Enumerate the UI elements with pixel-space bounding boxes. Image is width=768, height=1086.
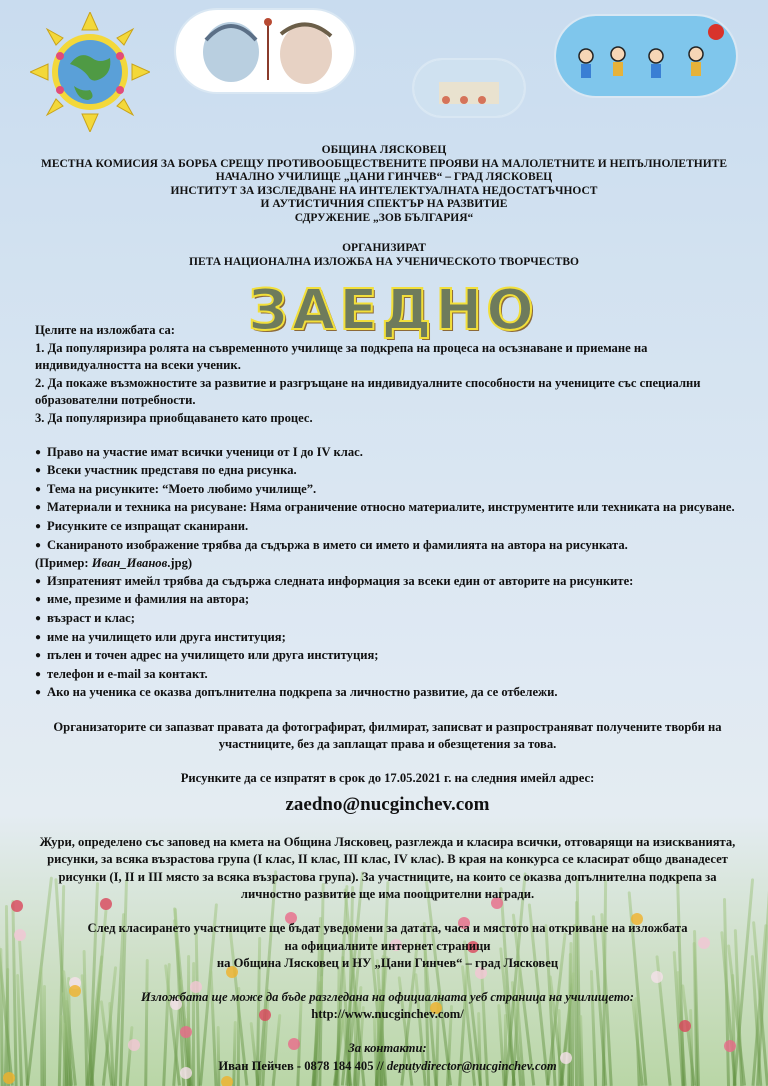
org-line: ОБЩИНА ЛЯСКОВЕЦ	[321, 144, 447, 156]
notify-line: След класирането участниците ще бъдат уведомени за датата, часа и мястото на откриване на изложбата	[87, 921, 688, 936]
rule-item: ● име на училището или друга институция;	[35, 629, 740, 648]
flower-decoration	[3, 1072, 15, 1084]
flower-decoration	[221, 1076, 233, 1086]
contact-email[interactable]: deputydirector@nucginchev.com	[386, 1058, 557, 1073]
goal-item: 1. Да популяризира ролята на съвременното училище за подкрепа на процеса на осъзнаване и приемане на индивидуалността на всеки ученик.	[35, 340, 648, 373]
website-link[interactable]: http://www.nucginchev.com/	[311, 1007, 464, 1022]
goal-item: 3. Да популяризира приобщаването като процес.	[35, 410, 313, 425]
event-title: ПЕТА НАЦИОНАЛНА ИЗЛОЖБА НА УЧЕНИЧЕСКОТО ТВОРЧЕСТВО	[189, 256, 579, 268]
example-prefix: (Пример:	[35, 556, 92, 571]
rule-item: ● телефон и e-mail за контакт.	[35, 666, 740, 685]
sun-logo	[30, 12, 150, 132]
organize-label: ОРГАНИЗИРАТ	[342, 242, 426, 254]
rule-item: ● Тема на рисунките: “Моето любимо училище”.	[35, 481, 740, 500]
rule-item: ● Рисунките се изпращат сканирани.	[35, 518, 740, 537]
rule-item: ● Материали и техника на рисуване: Няма ограничение относно материалите, инструментите или техниката на рисуване.	[35, 499, 740, 518]
zaedno-logo: ЗАЕДНО	[248, 278, 538, 343]
rule-item: ● име, презиме и фамилия на автора;	[35, 591, 740, 610]
org-line: НАЧАЛНО УЧИЛИЩЕ „ЦАНИ ГИНЧЕВ“ – ГРАД ЛЯСКОВЕЦ	[215, 171, 553, 184]
rule-item: ● Всеки участник представя по една рисунка.	[35, 462, 740, 481]
deadline-text: Рисунките да се изпратят в срок до 17.05.2021 г. на следния имейл адрес:	[180, 771, 595, 786]
rule-item: ● Право на участие имат всички ученици от I до IV клас.	[35, 444, 740, 463]
rule-item: ● Сканираното изображение трябва да съдържа в името си името и фамилията на автора на рисунката.	[35, 537, 740, 556]
cloud-drawing-school	[414, 60, 524, 116]
cloud-drawing-children	[556, 16, 736, 96]
jury-text: Жури, определено със заповед на кмета на Община Лясковец, разглежда и класира всички, отговарящи на изискванията, рисунки, за всяка възрастова група (I клас, II клас, III клас, IV клас). В края на конкурса се класират общо дванадесет рисунки (I, II и III място за всяка възрастова група). За участниците, на които се оказва допълнителна подкрепа за личностно развитие ще има поощрителни награди.	[39, 834, 736, 902]
example-suffix: .jpg)	[167, 556, 193, 571]
organizers-header	[0, 144, 768, 226]
notify-line: на официалните интернет страници	[284, 938, 491, 953]
flower-decoration	[11, 900, 23, 912]
contacts-line	[35, 1058, 740, 1076]
filename-example	[35, 555, 740, 573]
event-heading	[0, 241, 768, 269]
rule-item: ● Ако на ученика се оказва допълнителна подкрепа за личностно развитие, да се отбележи.	[35, 684, 740, 703]
org-line: СДРУЖЕНИЕ „ЗОВ БЪЛГАРИЯ“	[294, 211, 474, 224]
flower-decoration	[14, 929, 26, 941]
contacts-label	[35, 1040, 740, 1058]
announcement-body	[35, 322, 740, 1075]
org-line: МЕСТНА КОМИСИЯ ЗА БОРБА СРЕЩУ ПРОТИВООБЩЕСТВЕНИТЕ ПРОЯВИ НА МАЛОЛЕТНИТЕ И НЕПЪЛНОЛЕТНИТЕ	[40, 157, 728, 170]
notify-line: на Община Лясковец и НУ „Цани Гинчев“ – град Лясковец	[216, 956, 559, 971]
rule-item: ● пълен и точен адрес на училището или друга институция;	[35, 647, 740, 666]
cloud-drawing-faces	[176, 10, 354, 92]
contact-name-phone: Иван Пейчев - 0878 184 405 //	[218, 1058, 387, 1073]
website-text	[35, 989, 740, 1007]
contacts-label-text: За контакти:	[348, 1041, 427, 1055]
website-label: Изложбата ще може да бъде разгледана на официалната уеб страница на училището:	[141, 989, 634, 1004]
rule-item: ● Изпратеният имейл трябва да съдържа следната информация за всеки един от авторите на рисунките:	[35, 573, 740, 592]
submission-email[interactable]: zaedno@nucginchev.com	[285, 793, 490, 815]
rule-item: ● възраст и клас;	[35, 610, 740, 629]
example-name: Иван_Иванов	[91, 556, 168, 571]
goals-intro: Целите на изложбата са:	[35, 323, 175, 337]
rights-notice: Организаторите си запазват правата да фотографират, филмират, записват и разпространяват получените творби на участниците, без да заплащат права и обезщетения за това.	[53, 719, 722, 752]
goal-item: 2. Да покаже възможностите за развитие и разгръщане на индивидуалните способности на учениците със специални образователни потребности.	[35, 375, 701, 408]
org-line: И АУТИСТИЧНИЯ СПЕКТЪР НА РАЗВИТИЕ	[260, 198, 508, 211]
org-line: ИНСТИТУТ ЗА ИЗСЛЕДВАНЕ НА ИНТЕЛЕКТУАЛНАТА НЕДОСТАТЪЧНОСТ	[170, 184, 598, 197]
